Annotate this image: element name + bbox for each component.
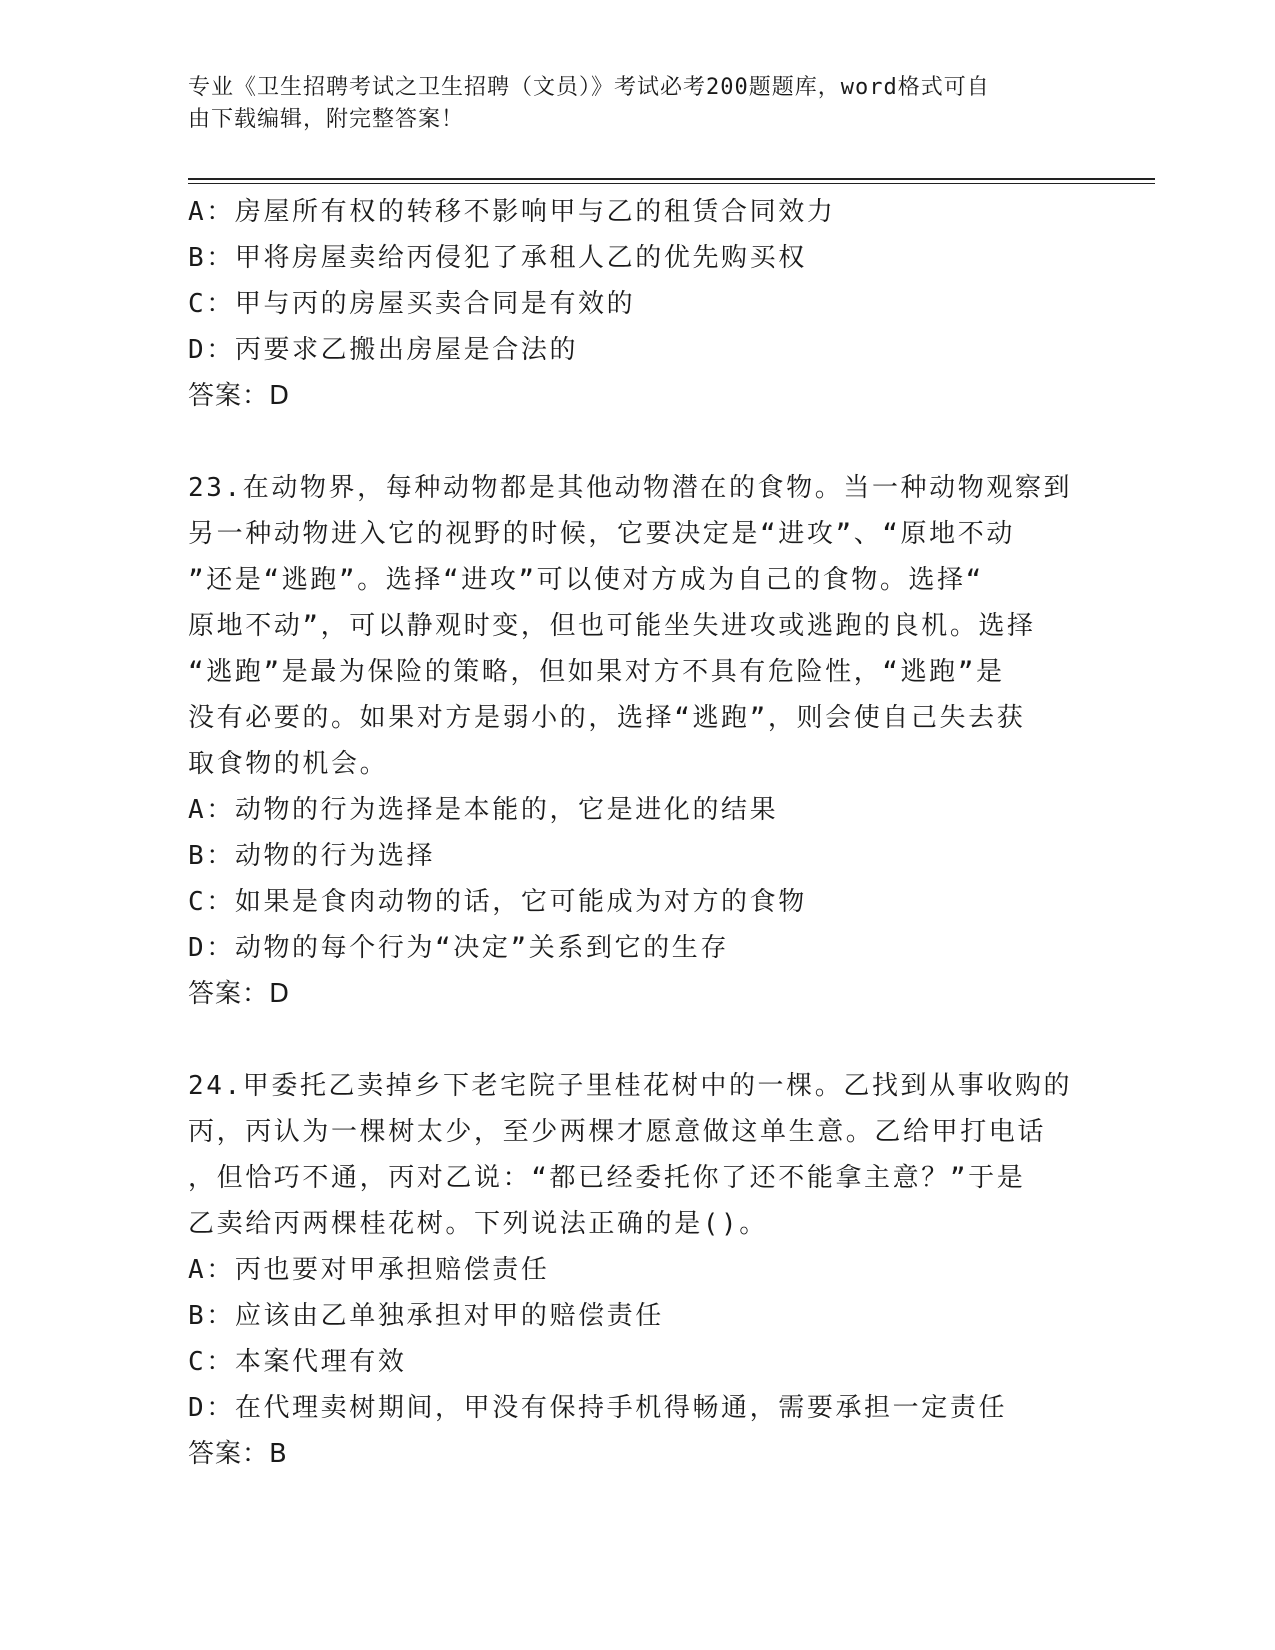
stem-line: ，但恰巧不通，丙对乙说：“都已经委托你了还不能拿主意？”于是: [188, 1163, 1026, 1193]
stem-line: 丙，丙认为一棵树太少，至少两棵才愿意做这单生意。乙给甲打电话: [188, 1117, 1047, 1147]
option-b: B：应该由乙单独承担对甲的赔偿责任: [188, 1301, 664, 1331]
option-c: C：如果是食肉动物的话，它可能成为对方的食物: [188, 887, 807, 917]
answer-line: 答案：D: [188, 381, 291, 411]
option-d: D：丙要求乙搬出房屋是合法的: [188, 335, 579, 365]
option-a: A：房屋所有权的转移不影响甲与乙的租赁合同效力: [188, 197, 836, 227]
question-22: [188, 189, 1078, 419]
option-d: D：动物的每个行为“决定”关系到它的生存: [188, 933, 729, 963]
spacer: [188, 419, 1078, 465]
header-divider: [188, 178, 1155, 184]
question-23: [188, 465, 1078, 1017]
stem-line: “逃跑”是最为保险的策略，但如果对方不具有危险性，“逃跑”是: [188, 657, 1005, 687]
stem-line: ”还是“逃跑”。选择“进攻”可以使对方成为自己的食物。选择“: [188, 565, 984, 595]
question-stem: [188, 465, 1078, 787]
header-line: 专业《卫生招聘考试之卫生招聘（文员）》考试必考200题题库，word格式可自: [188, 75, 990, 100]
stem-line: 24.甲委托乙卖掉乡下老宅院子里桂花树中的一棵。乙找到从事收购的: [188, 1071, 1073, 1101]
document-body: [188, 189, 1078, 1477]
header-line: 由下载编辑，附完整答案！: [188, 107, 465, 132]
answer-line: 答案：B: [188, 1439, 288, 1469]
stem-line: 原地不动”，可以静观时变，但也可能坐失进攻或逃跑的良机。选择: [188, 611, 1036, 641]
option-c: C：本案代理有效: [188, 1347, 407, 1377]
option-b: B：动物的行为选择: [188, 841, 436, 871]
option-c: C：甲与丙的房屋买卖合同是有效的: [188, 289, 636, 319]
option-d: D：在代理卖树期间，甲没有保持手机得畅通，需要承担一定责任: [188, 1393, 1008, 1423]
question-stem: [188, 1063, 1078, 1247]
spacer: [188, 1017, 1078, 1063]
option-b: B：甲将房屋卖给丙侵犯了承租人乙的优先购买权: [188, 243, 807, 273]
question-24: [188, 1063, 1078, 1477]
document-header: [188, 72, 1068, 136]
stem-line: 23.在动物界，每种动物都是其他动物潜在的食物。当一种动物观察到: [188, 473, 1073, 503]
stem-line: 乙卖给丙两棵桂花树。下列说法正确的是()。: [188, 1209, 768, 1239]
stem-line: 取食物的机会。: [188, 749, 389, 779]
option-a: A：动物的行为选择是本能的，它是进化的结果: [188, 795, 779, 825]
stem-line: 另一种动物进入它的视野的时候，它要决定是“进攻”、“原地不动: [188, 519, 1015, 549]
answer-line: 答案：D: [188, 979, 291, 1009]
stem-line: 没有必要的。如果对方是弱小的，选择“逃跑”，则会使自己失去获: [188, 703, 1026, 733]
option-a: A：丙也要对甲承担赔偿责任: [188, 1255, 550, 1285]
